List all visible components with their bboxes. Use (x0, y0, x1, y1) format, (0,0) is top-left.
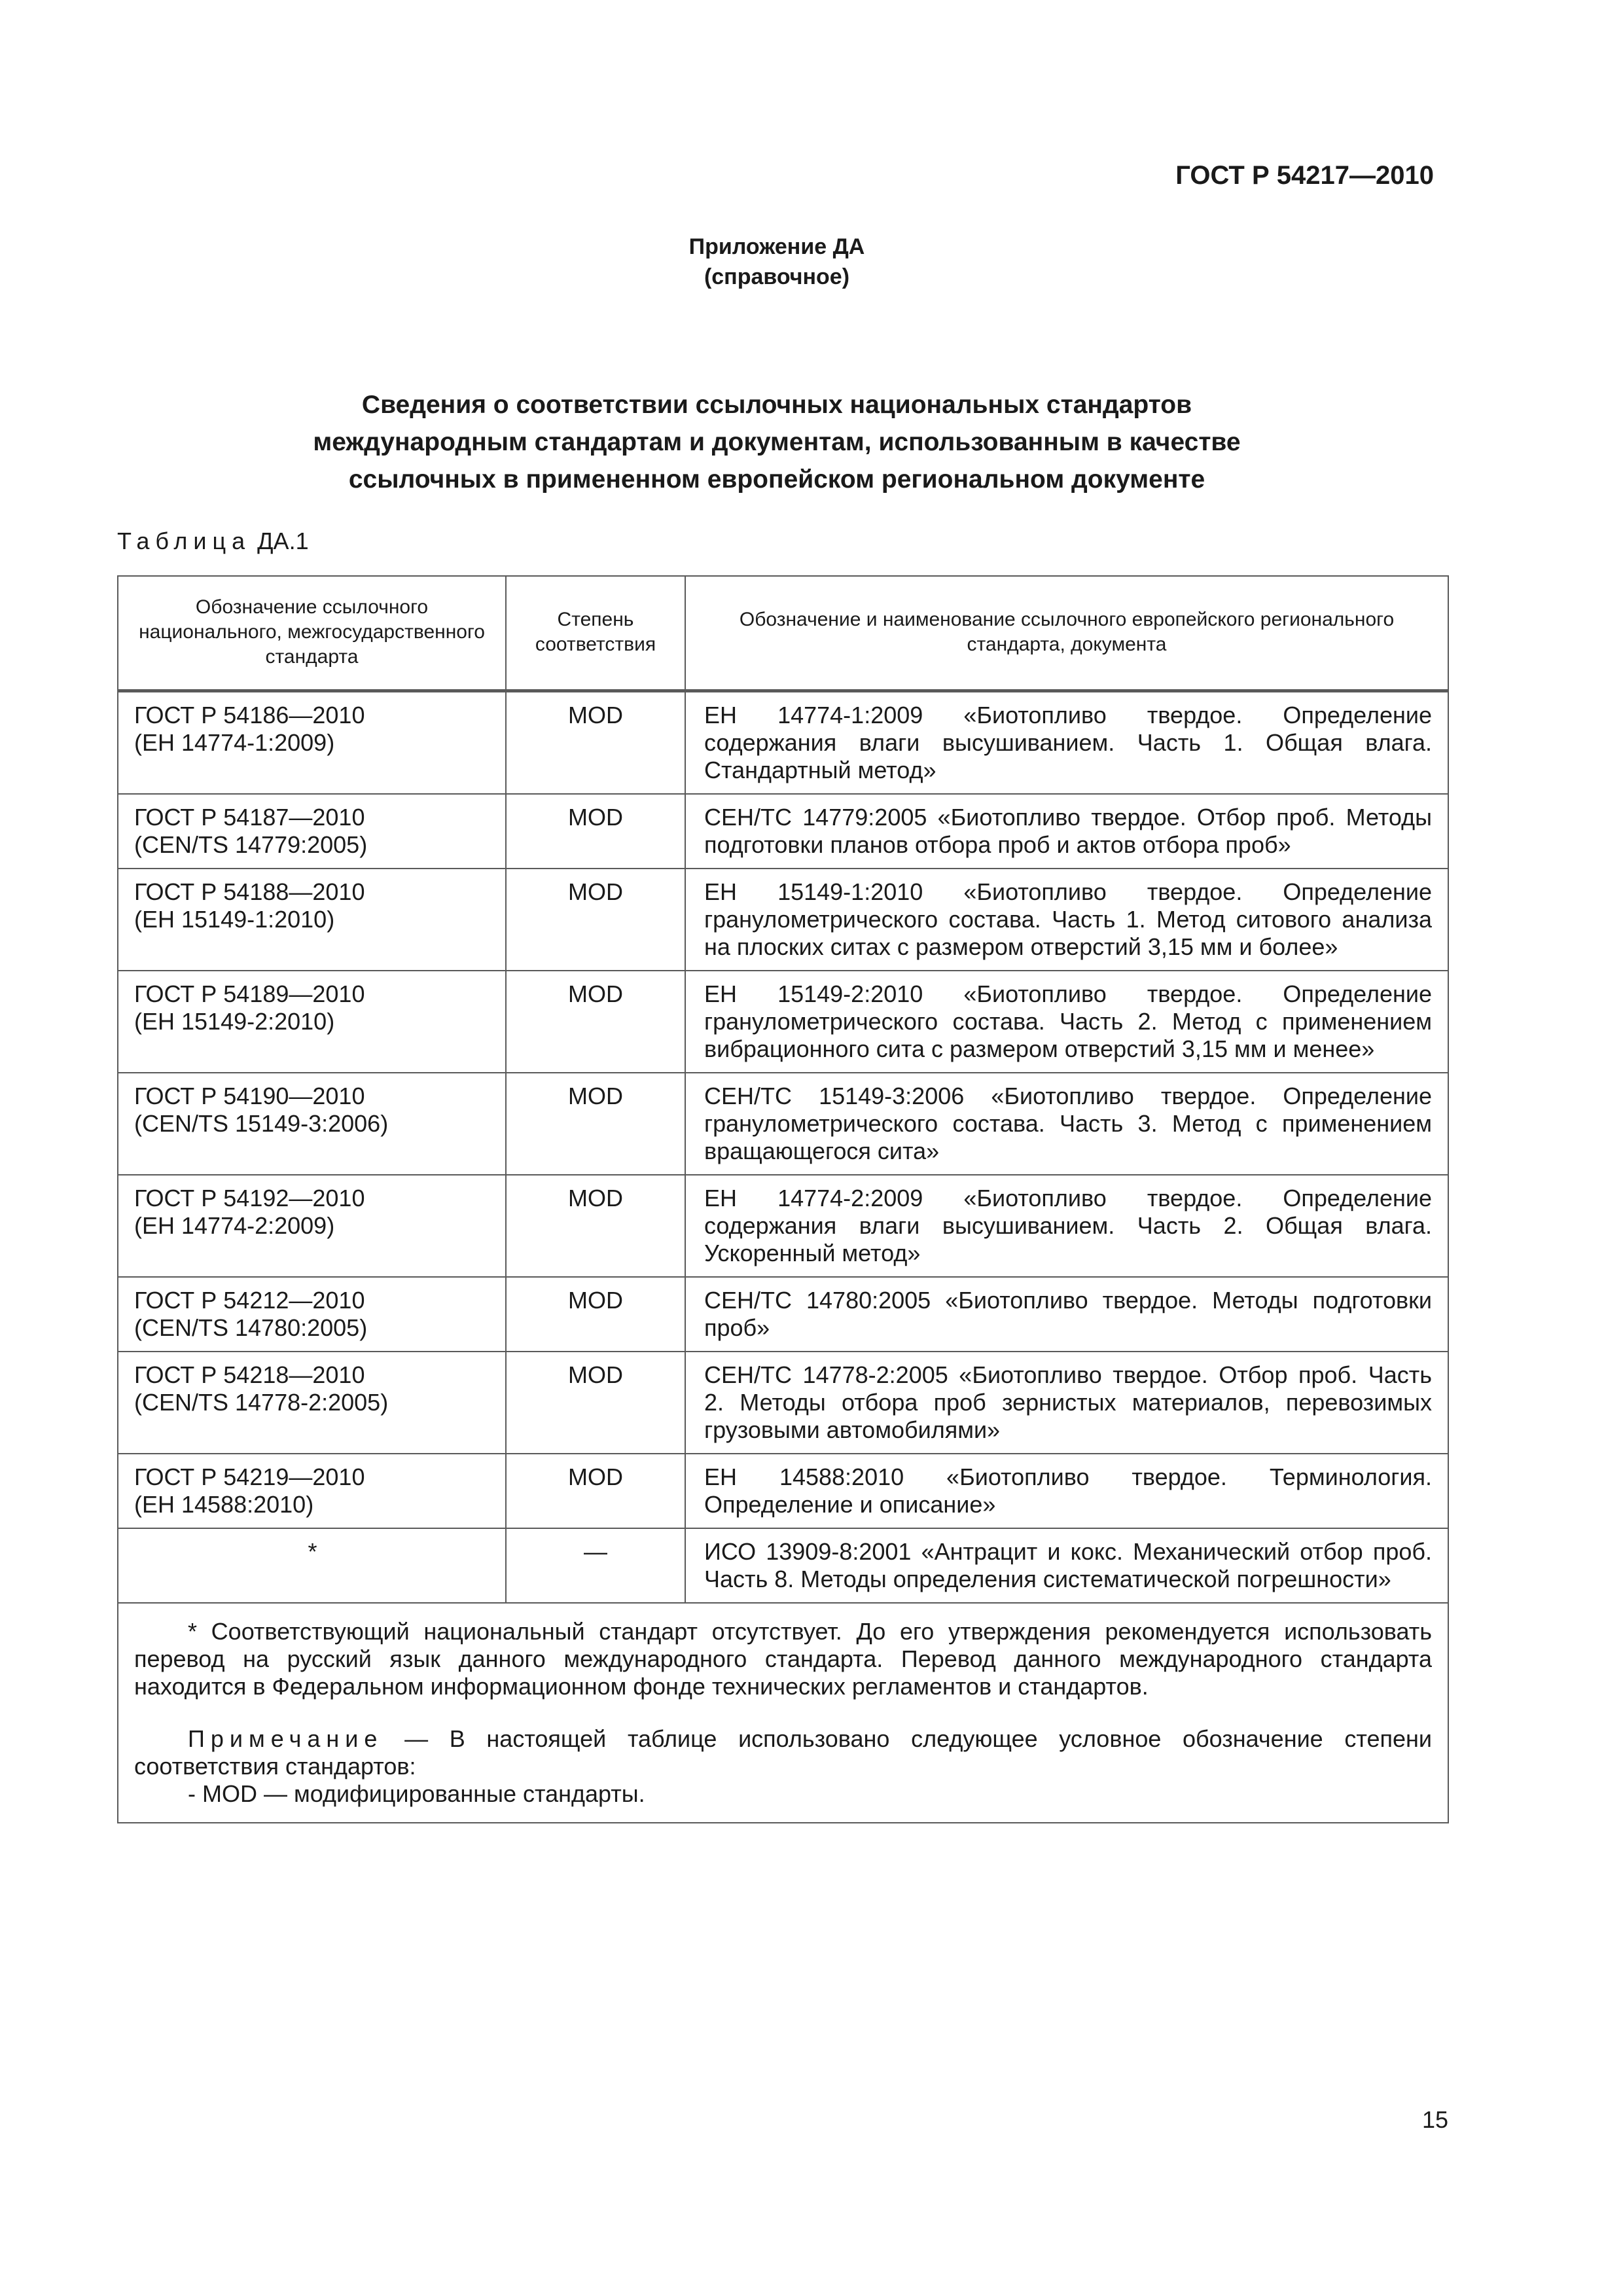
table-row (118, 1454, 1448, 1528)
table-row (118, 794, 1448, 869)
table-note (134, 1725, 1432, 1780)
table-row (118, 971, 1448, 1073)
table-row (118, 1528, 1448, 1603)
table-header-row (118, 576, 1448, 691)
page-title (0, 386, 1554, 498)
title-line-3: ссылочных в примененном европейском региональном документе (348, 465, 1205, 493)
description-cell: СЕН/ТС 15149-3:2006 «Биотопливо твердое. Определение гранулометрического состава. Часть 3. Метод с применением вращающегося сита» (685, 1073, 1448, 1175)
degree-cell: MOD (506, 1454, 685, 1528)
degree-cell: — (506, 1528, 685, 1603)
description-cell: ИСО 13909-8:2001 «Антрацит и кокс. Механический отбор проб. Часть 8. Методы определения систематической погрешности» (685, 1528, 1448, 1603)
description-cell: СЕН/ТС 14778-2:2005 «Биотопливо твердое. Отбор проб. Часть 2. Методы отбора проб зернистых материалов, перевозимых грузовыми автомобилями» (685, 1352, 1448, 1454)
table-row (118, 1352, 1448, 1454)
table-caption-label: Таблица (117, 528, 251, 554)
national-standard-cell: ГОСТ Р 54212—2010 (CEN/TS 14780:2005) (118, 1277, 506, 1352)
annex-heading (0, 232, 1554, 292)
description-cell: СЕН/ТС 14780:2005 «Биотопливо твердое. Методы подготовки проб» (685, 1277, 1448, 1352)
description-cell: ЕН 14774-1:2009 «Биотопливо твердое. Определение содержания влаги высушиванием. Часть 1. Общая влага. Стандартный метод» (685, 691, 1448, 795)
annex-label: Приложение ДА (688, 234, 865, 259)
degree-cell: MOD (506, 1352, 685, 1454)
national-standard-cell: ГОСТ Р 54189—2010 (ЕН 15149-2:2010) (118, 971, 506, 1073)
annex-status: (справочное) (704, 264, 850, 289)
header-national-standard: Обозначение ссылочного национального, межгосударственного стандарта (118, 576, 506, 691)
table-caption-number: ДА.1 (257, 528, 309, 554)
correspondence-table (117, 575, 1449, 1823)
national-standard-cell: ГОСТ Р 54192—2010 (ЕН 14774-2:2009) (118, 1175, 506, 1277)
degree-cell: MOD (506, 691, 685, 795)
table-row (118, 1073, 1448, 1175)
note-list-item: - MOD — модифицированные стандарты. (188, 1780, 645, 1807)
national-standard-cell: ГОСТ Р 54188—2010 (ЕН 15149-1:2010) (118, 869, 506, 971)
description-cell: ЕН 14588:2010 «Биотопливо твердое. Терминология. Определение и описание» (685, 1454, 1448, 1528)
title-line-2: международным стандартам и документам, использованным в качестве (313, 428, 1241, 456)
header-degree: Степень соответствия (506, 576, 685, 691)
degree-cell: MOD (506, 1073, 685, 1175)
table-row (118, 1277, 1448, 1352)
description-cell: ЕН 14774-2:2009 «Биотопливо твердое. Определение содержания влаги высушиванием. Часть 2. Общая влага. Ускоренный метод» (685, 1175, 1448, 1277)
title-line-1: Сведения о соответствии ссылочных национальных стандартов (361, 391, 1192, 419)
table-row (118, 1175, 1448, 1277)
national-standard-cell: * (118, 1528, 506, 1603)
note-text: — В настоящей таблице использовано следующее условное обозначение степени соответствия стандартов: (134, 1725, 1432, 1780)
table-caption (117, 528, 309, 555)
header-european-document: Обозначение и наименование ссылочного европейского регионального стандарта, документа (685, 576, 1448, 691)
degree-cell: MOD (506, 1277, 685, 1352)
note-label: Примечание (188, 1725, 383, 1752)
national-standard-cell: ГОСТ Р 54219—2010 (ЕН 14588:2010) (118, 1454, 506, 1528)
footnote-text: * Соответствующий национальный стандарт отсутствует. До его утверждения рекомендуется использовать перевод на русский язык данного международного стандарта. Перевод данного международного стандарта находится в Федеральном информационном фонде технических регламентов и стандартов. (134, 1618, 1432, 1700)
table-footnote (118, 1603, 1448, 1823)
national-standard-cell: ГОСТ Р 54187—2010 (CEN/TS 14779:2005) (118, 794, 506, 869)
degree-cell: MOD (506, 1175, 685, 1277)
degree-cell: MOD (506, 971, 685, 1073)
page-number: 15 (1421, 2106, 1448, 2133)
document-code: ГОСТ Р 54217—2010 (1175, 161, 1434, 190)
national-standard-cell: ГОСТ Р 54186—2010 (ЕН 14774-1:2009) (118, 691, 506, 795)
degree-cell: MOD (506, 794, 685, 869)
description-cell: ЕН 15149-2:2010 «Биотопливо твердое. Определение гранулометрического состава. Часть 2. Метод с применением вибрационного сита с размером отверстий 3,15 мм и менее» (685, 971, 1448, 1073)
table-row (118, 869, 1448, 971)
degree-cell: MOD (506, 869, 685, 971)
description-cell: СЕН/ТС 14779:2005 «Биотопливо твердое. Отбор проб. Методы подготовки планов отбора проб и актов отбора проб» (685, 794, 1448, 869)
national-standard-cell: ГОСТ Р 54190—2010 (CEN/TS 15149-3:2006) (118, 1073, 506, 1175)
national-standard-cell: ГОСТ Р 54218—2010 (CEN/TS 14778-2:2005) (118, 1352, 506, 1454)
table-footnote-row (118, 1603, 1448, 1823)
table-row (118, 691, 1448, 795)
description-cell: ЕН 15149-1:2010 «Биотопливо твердое. Определение гранулометрического состава. Часть 1. Метод ситового анализа на плоских ситах с размером отверстий 3,15 мм и более» (685, 869, 1448, 971)
